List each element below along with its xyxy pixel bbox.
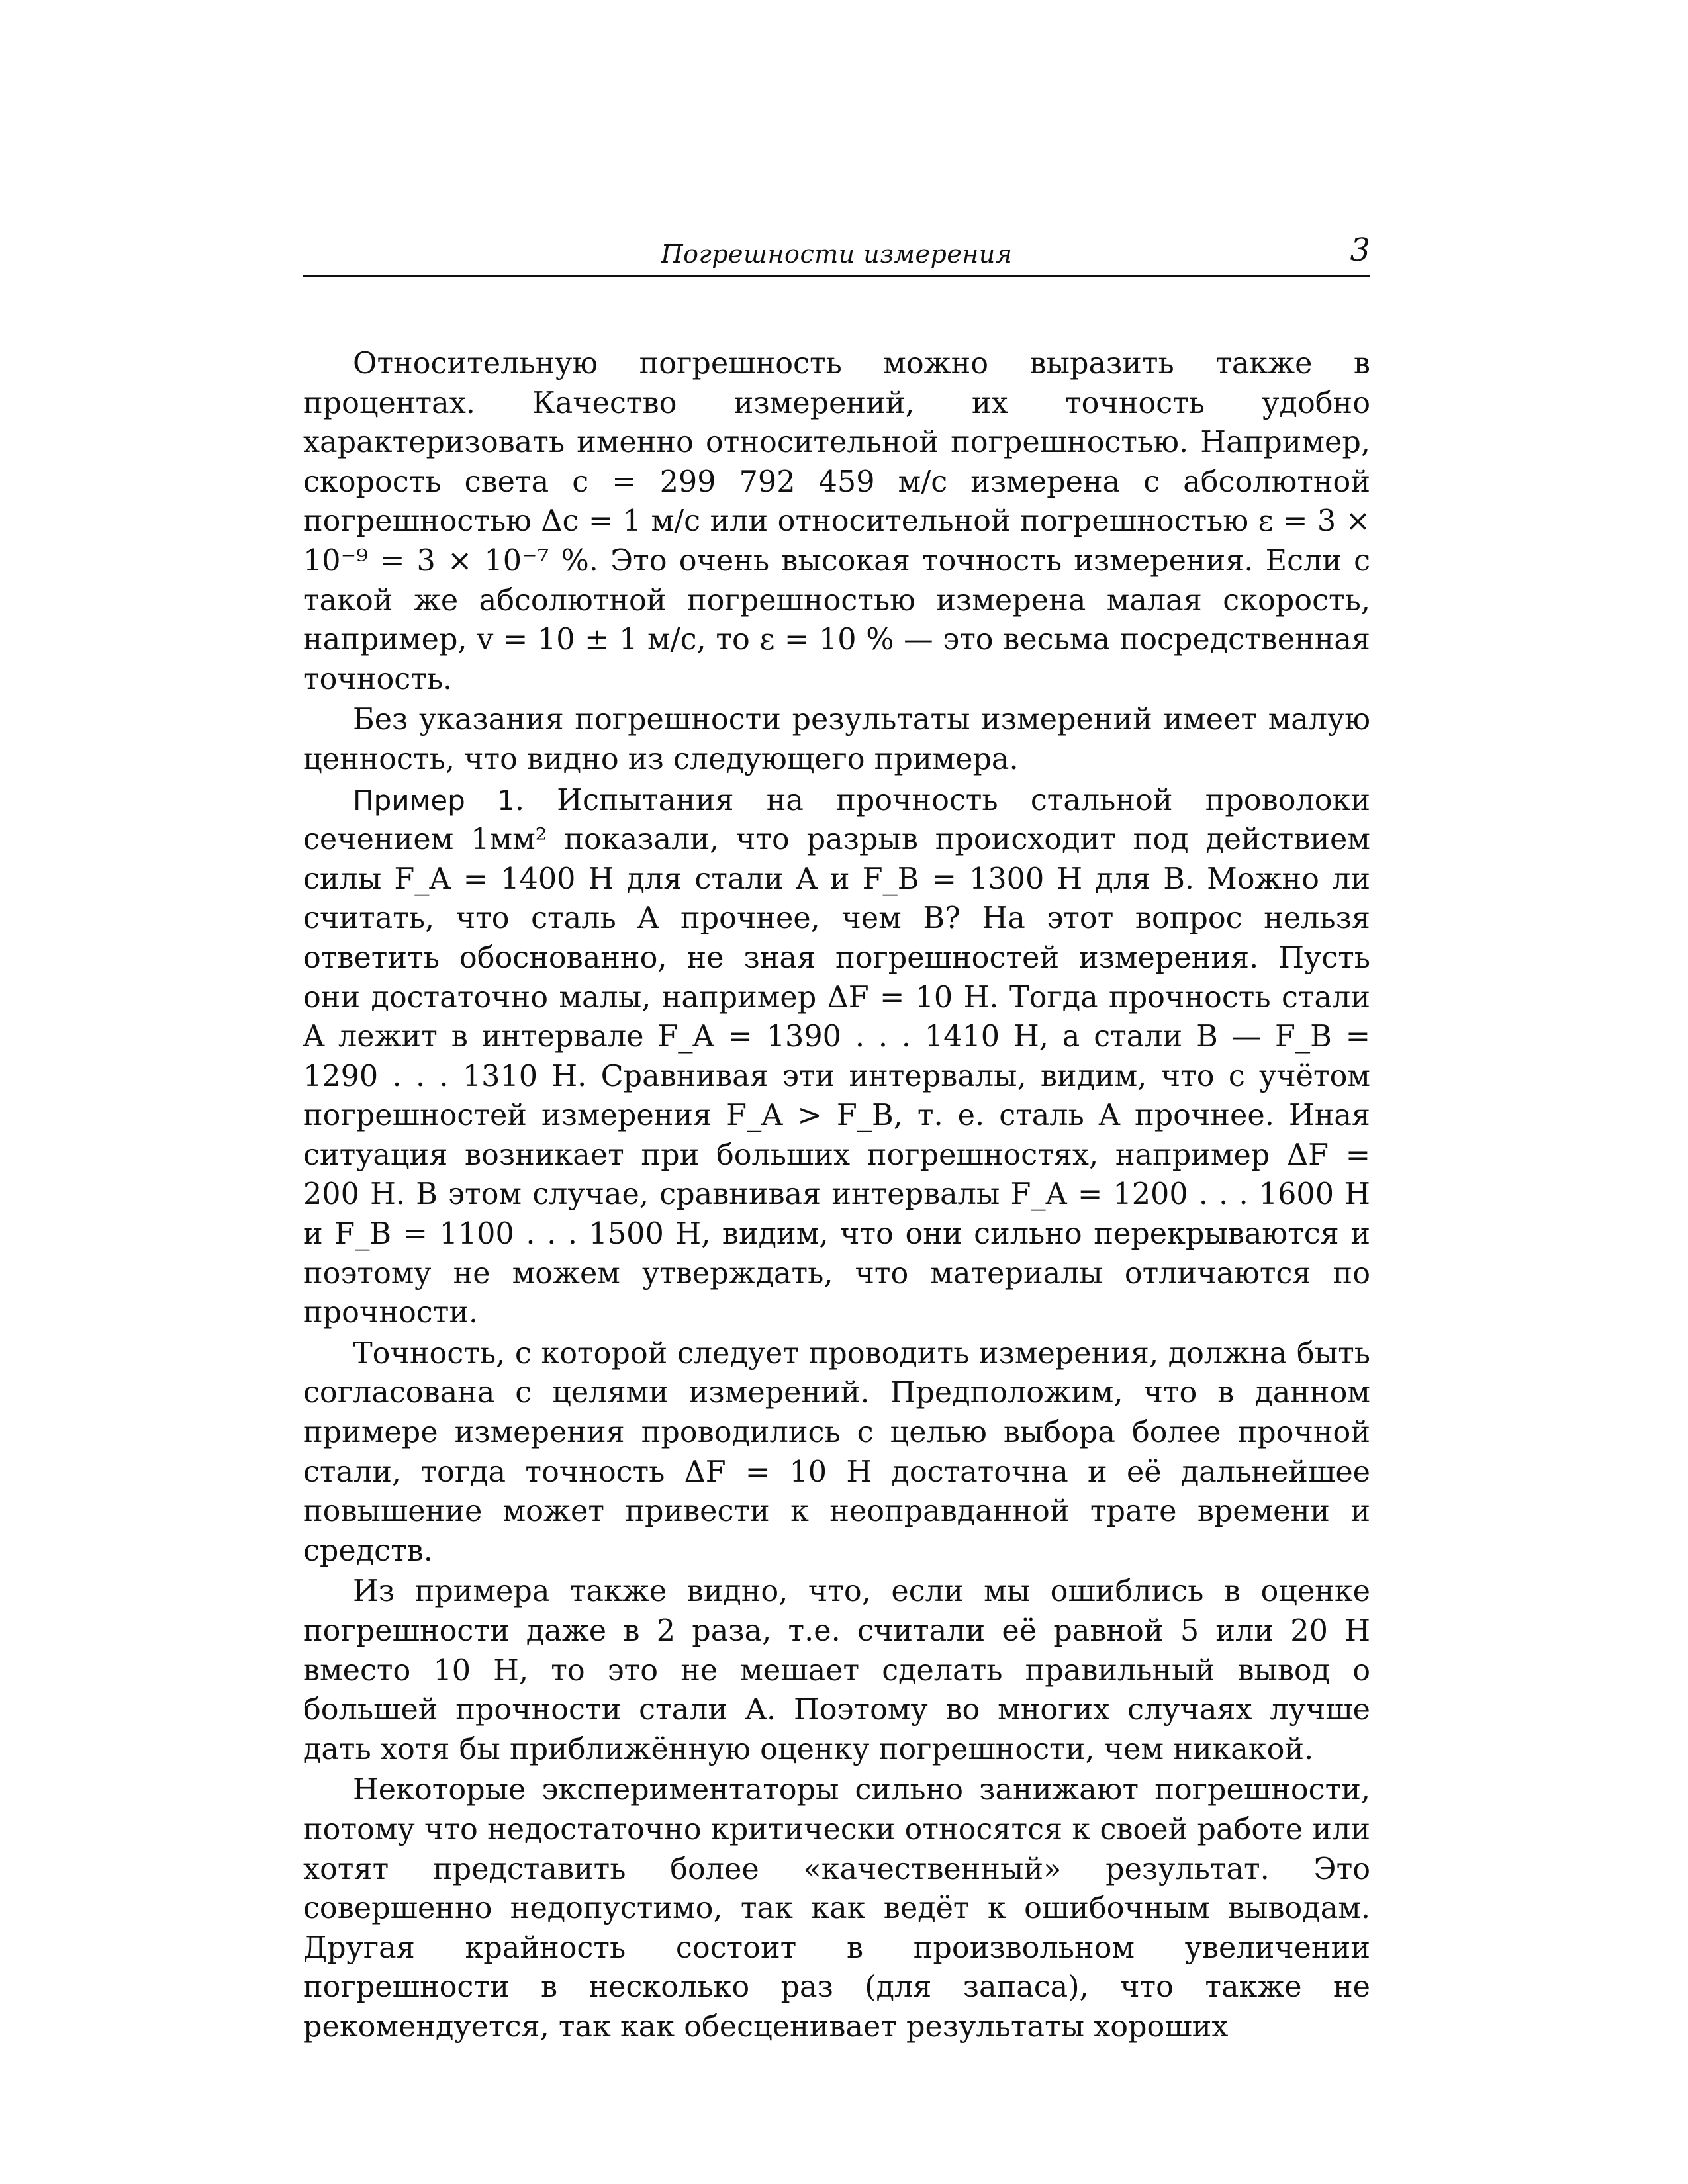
example-label: Пример 1 <box>353 784 515 817</box>
paragraph-underestimate: Некоторые экспериментаторы сильно занижают погрешности, потому что недостаточно критически относятся к своей работе или хотят представить более «качественный» результат. Это совершенно недопустимо, так как ведёт к ошибочным выводам. Другая крайность состоит в произвольном увеличении погрешности в несколько раз (для запаса), что также не рекомендуется, так как обесценивает результаты хороших <box>303 1773 1370 2044</box>
paragraph-example-1 <box>303 781 1370 1333</box>
header-rule <box>303 275 1370 277</box>
page-number: 3 <box>1350 232 1370 269</box>
page-header <box>303 232 1370 279</box>
body-text <box>303 344 1370 2048</box>
paragraph-estimate: Из примера также видно, что, если мы ошиблись в оценке погрешности даже в 2 раза, т.е. считали её равной 5 или 20 Н вместо 10 Н, то это не мешает сделать правильный вывод о большей прочности стали A. Поэтому во многих случаях лучше дать хотя бы приближённую оценку погрешности, чем никакой. <box>303 1574 1370 1766</box>
running-title: Погрешности измерения <box>661 240 1013 269</box>
paragraph-error-value: Без указания погрешности результаты измерений имеет малую ценность, что видно из следующего примера. <box>303 703 1370 776</box>
example-text: . Испытания на прочность стальной проволоки сечением 1мм² показали, что разрыв происходит под действием силы F_A = 1400 Н для стали A и F_B = 1300 Н для B. Можно ли считать, что сталь A прочнее, чем B? На этот вопрос нельзя ответить обоснованно, не зная погрешностей измерения. Пусть они достаточно малы, например ΔF = 10 Н. Тогда прочность стали A лежит в интервале F_A = 1390 . . . 1410 Н, а стали B — F_B = 1290 . . . 1310 Н. Сравнивая эти интервалы, видим, что с учётом погрешностей измерения F_A > F_B, т. е. сталь A прочнее. Иная ситуация возникает при больших погрешностях, например ΔF = 200 Н. В этом случае, сравнивая интервалы F_A = 1200 . . . 1600 Н и F_B = 1100 . . . 1500 Н, видим, что они сильно перекрываются и поэтому не можем утверждать, что материалы отличаются по прочности. <box>303 783 1371 1330</box>
paragraph-relative-error: Относительную погрешность можно выразить также в процентах. Качество измерений, их точность удобно характеризовать именно относительной погрешностью. Например, скорость света c = 299 792 459 м/с измерена с абсолютной погрешностью Δc = 1 м/с или относительной погрешностью ε = 3 × 10⁻⁹ = 3 × 10⁻⁷ %. Это очень высокая точность измерения. Если с такой же абсолютной погрешностью измерена малая скорость, например, v = 10 ± 1 м/с, то ε = 10 % — это весьма посредственная точность. <box>303 347 1370 696</box>
paragraph-accuracy-goals: Точность, с которой следует проводить измерения, должна быть согласована с целями измерений. Предположим, что в данном примере измерения проводились с целью выбора более прочной стали, тогда точность ΔF = 10 Н достаточна и её дальнейшее повышение может привести к неоправданной трате времени и средств. <box>303 1336 1370 1568</box>
